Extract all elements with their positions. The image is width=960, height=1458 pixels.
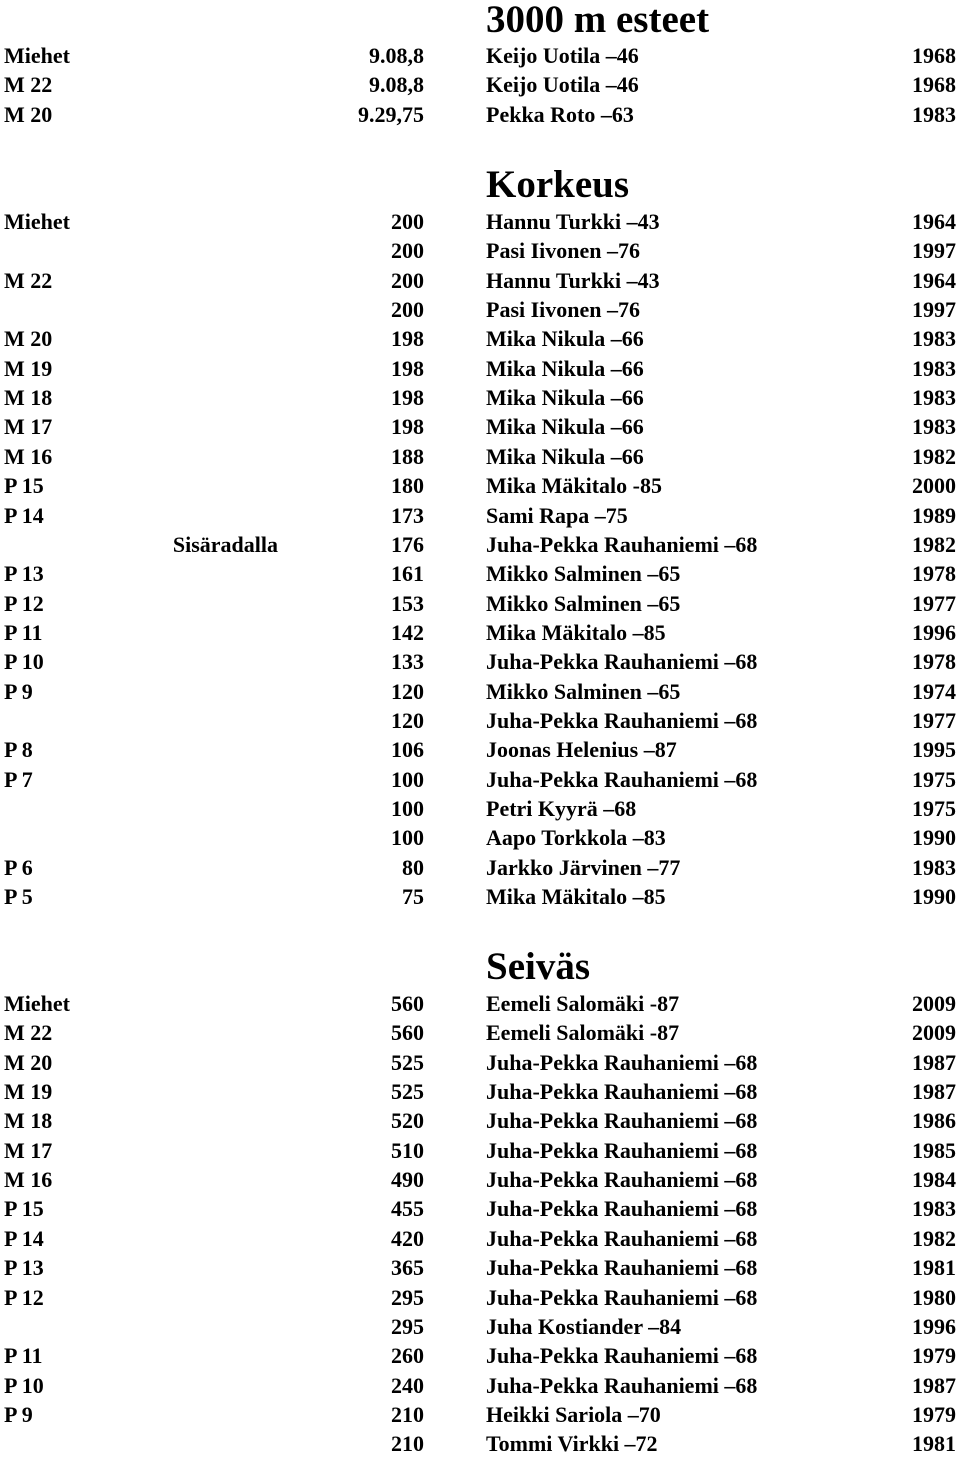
record-mark: 200 — [391, 238, 424, 263]
section-title: Korkeus — [486, 163, 630, 206]
record-note: Sisäradalla — [172, 532, 278, 557]
record-athlete: Juha-Pekka Rauhaniemi –68 — [486, 1079, 758, 1104]
record-mark: 9.29,75 — [358, 102, 424, 127]
record-row — [0, 559, 960, 588]
record-row — [0, 383, 960, 412]
record-category: M 18 — [4, 385, 53, 410]
record-mark: 525 — [391, 1079, 424, 1104]
record-mark: 9.08,8 — [369, 43, 424, 68]
record-athlete: Keijo Uotila –46 — [486, 43, 639, 68]
record-row — [0, 1253, 960, 1282]
record-athlete: Petri Kyyrä –68 — [486, 796, 637, 821]
record-athlete: Eemeli Salomäki -87 — [486, 1020, 680, 1045]
record-year: 1995 — [912, 737, 956, 762]
record-athlete: Hannu Turkki –43 — [486, 268, 660, 293]
record-mark: 142 — [391, 620, 424, 645]
record-row — [0, 324, 960, 353]
record-athlete: Pasi Iivonen –76 — [486, 297, 641, 322]
record-year: 1975 — [912, 796, 956, 821]
record-mark: 200 — [391, 268, 424, 293]
record-mark: 490 — [391, 1167, 424, 1192]
record-category: P 6 — [4, 855, 33, 880]
record-category: M 17 — [4, 1138, 53, 1163]
record-category: M 20 — [4, 326, 53, 351]
record-year: 1977 — [912, 708, 956, 733]
record-mark: 161 — [391, 561, 424, 586]
record-athlete: Sami Rapa –75 — [486, 503, 628, 528]
record-year: 2009 — [912, 1020, 956, 1045]
record-athlete: Heikki Sariola –70 — [486, 1402, 661, 1427]
record-year: 1983 — [912, 855, 956, 880]
record-category: M 19 — [4, 1079, 53, 1104]
record-year: 1997 — [912, 238, 956, 263]
record-year: 1975 — [912, 767, 956, 792]
record-row — [0, 794, 960, 823]
record-mark: 198 — [391, 356, 424, 381]
record-mark: 106 — [391, 737, 424, 762]
record-mark: 153 — [391, 591, 424, 616]
record-athlete: Mika Mäkitalo –85 — [486, 884, 666, 909]
record-category: P 5 — [4, 884, 33, 909]
record-year: 1990 — [912, 825, 956, 850]
record-athlete: Mika Nikula –66 — [486, 444, 644, 469]
record-athlete: Mika Mäkitalo -85 — [486, 473, 662, 498]
record-category: P 12 — [4, 591, 44, 616]
record-row — [0, 1136, 960, 1165]
record-athlete: Juha-Pekka Rauhaniemi –68 — [486, 532, 758, 557]
record-category: M 20 — [4, 102, 53, 127]
record-mark: 200 — [391, 297, 424, 322]
record-row — [0, 501, 960, 530]
record-row — [0, 471, 960, 500]
record-mark: 240 — [391, 1373, 424, 1398]
record-mark: 120 — [391, 679, 424, 704]
section-title: Seiväs — [486, 945, 591, 988]
record-row — [0, 236, 960, 265]
record-athlete: Tommi Virkki –72 — [486, 1431, 658, 1456]
record-mark: 176 — [391, 532, 424, 557]
record-year: 1996 — [912, 620, 956, 645]
record-category: M 16 — [4, 1167, 53, 1192]
record-row — [0, 882, 960, 911]
record-row — [0, 647, 960, 676]
record-year: 1977 — [912, 591, 956, 616]
record-year: 1964 — [912, 268, 956, 293]
record-category: P 13 — [4, 561, 44, 586]
record-athlete: Mika Mäkitalo –85 — [486, 620, 666, 645]
record-category: P 10 — [4, 1373, 44, 1398]
record-row — [0, 207, 960, 236]
record-athlete: Juha-Pekka Rauhaniemi –68 — [486, 708, 758, 733]
record-year: 2000 — [912, 473, 956, 498]
record-year: 1983 — [912, 414, 956, 439]
record-athlete: Mika Nikula –66 — [486, 356, 644, 381]
record-mark: 210 — [391, 1402, 424, 1427]
record-mark: 560 — [391, 1020, 424, 1045]
record-category: Miehet — [4, 991, 70, 1016]
record-row — [0, 1341, 960, 1370]
record-year: 1997 — [912, 297, 956, 322]
record-mark: 80 — [402, 855, 424, 880]
record-row — [0, 989, 960, 1018]
record-year: 1974 — [912, 679, 956, 704]
record-row — [0, 618, 960, 647]
record-row — [0, 1400, 960, 1429]
record-year: 1984 — [912, 1167, 956, 1192]
record-mark: 180 — [391, 473, 424, 498]
record-year: 1987 — [912, 1079, 956, 1104]
record-athlete: Pekka Roto –63 — [486, 102, 634, 127]
record-athlete: Mika Nikula –66 — [486, 414, 644, 439]
record-mark: 365 — [391, 1255, 424, 1280]
record-year: 1983 — [912, 1196, 956, 1221]
record-mark: 510 — [391, 1138, 424, 1163]
record-row — [0, 677, 960, 706]
record-row — [0, 530, 960, 559]
record-row — [0, 1106, 960, 1135]
record-row — [0, 765, 960, 794]
record-category: M 19 — [4, 356, 53, 381]
record-year: 1968 — [912, 72, 956, 97]
record-athlete: Juha-Pekka Rauhaniemi –68 — [486, 1255, 758, 1280]
record-year: 1987 — [912, 1373, 956, 1398]
record-row — [0, 1048, 960, 1077]
record-athlete: Juha Kostiander –84 — [486, 1314, 682, 1339]
record-athlete: Juha-Pekka Rauhaniemi –68 — [486, 1196, 758, 1221]
record-row — [0, 100, 960, 129]
record-athlete: Mika Nikula –66 — [486, 326, 644, 351]
record-athlete: Aapo Torkkola –83 — [486, 825, 666, 850]
record-athlete: Juha-Pekka Rauhaniemi –68 — [486, 1226, 758, 1251]
record-year: 1990 — [912, 884, 956, 909]
record-mark: 420 — [391, 1226, 424, 1251]
record-athlete: Eemeli Salomäki -87 — [486, 991, 680, 1016]
record-athlete: Mikko Salminen –65 — [486, 591, 681, 616]
record-year: 1985 — [912, 1138, 956, 1163]
record-category: Miehet — [4, 43, 70, 68]
record-mark: 210 — [391, 1431, 424, 1456]
record-athlete: Mikko Salminen –65 — [486, 679, 681, 704]
record-year: 1996 — [912, 1314, 956, 1339]
record-row — [0, 41, 960, 70]
record-year: 1980 — [912, 1285, 956, 1310]
record-row — [0, 1224, 960, 1253]
record-category: P 14 — [4, 503, 44, 528]
record-year: 1982 — [912, 532, 956, 557]
record-year: 1982 — [912, 1226, 956, 1251]
record-year: 1979 — [912, 1343, 956, 1368]
record-mark: 560 — [391, 991, 424, 1016]
record-athlete: Jarkko Järvinen –77 — [486, 855, 681, 880]
record-category: P 9 — [4, 1402, 33, 1427]
record-mark: 200 — [391, 209, 424, 234]
record-row — [0, 823, 960, 852]
record-mark: 295 — [391, 1285, 424, 1310]
record-mark: 9.08,8 — [369, 72, 424, 97]
record-year: 1981 — [912, 1431, 956, 1456]
record-row — [0, 442, 960, 471]
record-year: 1983 — [912, 326, 956, 351]
record-category: M 17 — [4, 414, 53, 439]
record-year: 1982 — [912, 444, 956, 469]
record-category: P 12 — [4, 1285, 44, 1310]
record-year: 1983 — [912, 102, 956, 127]
record-year: 1983 — [912, 356, 956, 381]
record-mark: 198 — [391, 326, 424, 351]
record-category: P 11 — [4, 1343, 43, 1368]
record-year: 1987 — [912, 1050, 956, 1075]
record-mark: 295 — [391, 1314, 424, 1339]
record-category: M 22 — [4, 268, 53, 293]
record-athlete: Joonas Helenius –87 — [486, 737, 677, 762]
record-row — [0, 1283, 960, 1312]
section-title: 3000 m esteet — [486, 0, 710, 41]
record-row — [0, 589, 960, 618]
record-row — [0, 706, 960, 735]
record-athlete: Mika Nikula –66 — [486, 385, 644, 410]
record-year: 2009 — [912, 991, 956, 1016]
record-row — [0, 354, 960, 383]
record-mark: 525 — [391, 1050, 424, 1075]
record-year: 1986 — [912, 1108, 956, 1133]
record-year: 1989 — [912, 503, 956, 528]
record-year: 1978 — [912, 649, 956, 674]
record-athlete: Juha-Pekka Rauhaniemi –68 — [486, 1373, 758, 1398]
record-mark: 133 — [391, 649, 424, 674]
record-athlete: Juha-Pekka Rauhaniemi –68 — [486, 1343, 758, 1368]
record-mark: 198 — [391, 414, 424, 439]
record-year: 1979 — [912, 1402, 956, 1427]
record-athlete: Juha-Pekka Rauhaniemi –68 — [486, 649, 758, 674]
record-mark: 455 — [391, 1196, 424, 1221]
record-category: P 9 — [4, 679, 33, 704]
record-category: P 10 — [4, 649, 44, 674]
record-category: P 11 — [4, 620, 43, 645]
record-category: P 15 — [4, 473, 44, 498]
record-athlete: Juha-Pekka Rauhaniemi –68 — [486, 1050, 758, 1075]
record-row — [0, 853, 960, 882]
record-mark: 75 — [402, 884, 424, 909]
record-year: 1983 — [912, 385, 956, 410]
record-row — [0, 70, 960, 99]
record-row — [0, 1194, 960, 1223]
record-athlete: Juha-Pekka Rauhaniemi –68 — [486, 1167, 758, 1192]
record-mark: 100 — [391, 825, 424, 850]
record-mark: 100 — [391, 796, 424, 821]
record-row — [0, 295, 960, 324]
record-row — [0, 266, 960, 295]
record-category: Miehet — [4, 209, 70, 234]
record-mark: 520 — [391, 1108, 424, 1133]
record-year: 1981 — [912, 1255, 956, 1280]
record-row — [0, 412, 960, 441]
record-athlete: Juha-Pekka Rauhaniemi –68 — [486, 1138, 758, 1163]
record-category: M 18 — [4, 1108, 53, 1133]
record-row — [0, 1018, 960, 1047]
record-row — [0, 1312, 960, 1341]
record-row — [0, 1077, 960, 1106]
record-mark: 173 — [391, 503, 424, 528]
record-athlete: Keijo Uotila –46 — [486, 72, 639, 97]
record-category: M 22 — [4, 72, 53, 97]
record-athlete: Juha-Pekka Rauhaniemi –68 — [486, 1285, 758, 1310]
record-athlete: Juha-Pekka Rauhaniemi –68 — [486, 767, 758, 792]
record-row — [0, 735, 960, 764]
record-mark: 198 — [391, 385, 424, 410]
record-mark: 188 — [391, 444, 424, 469]
record-mark: 100 — [391, 767, 424, 792]
record-athlete: Mikko Salminen –65 — [486, 561, 681, 586]
record-category: P 7 — [4, 767, 33, 792]
record-category: P 14 — [4, 1226, 44, 1251]
record-category: M 20 — [4, 1050, 53, 1075]
record-mark: 120 — [391, 708, 424, 733]
record-category: M 16 — [4, 444, 53, 469]
record-category: P 13 — [4, 1255, 44, 1280]
record-year: 1964 — [912, 209, 956, 234]
record-category: M 22 — [4, 1020, 53, 1045]
record-category: P 8 — [4, 737, 33, 762]
record-athlete: Hannu Turkki –43 — [486, 209, 660, 234]
record-year: 1978 — [912, 561, 956, 586]
record-athlete: Juha-Pekka Rauhaniemi –68 — [486, 1108, 758, 1133]
record-mark: 260 — [391, 1343, 424, 1368]
record-year: 1968 — [912, 43, 956, 68]
record-category: P 15 — [4, 1196, 44, 1221]
record-row — [0, 1165, 960, 1194]
record-row — [0, 1371, 960, 1400]
record-athlete: Pasi Iivonen –76 — [486, 238, 641, 263]
